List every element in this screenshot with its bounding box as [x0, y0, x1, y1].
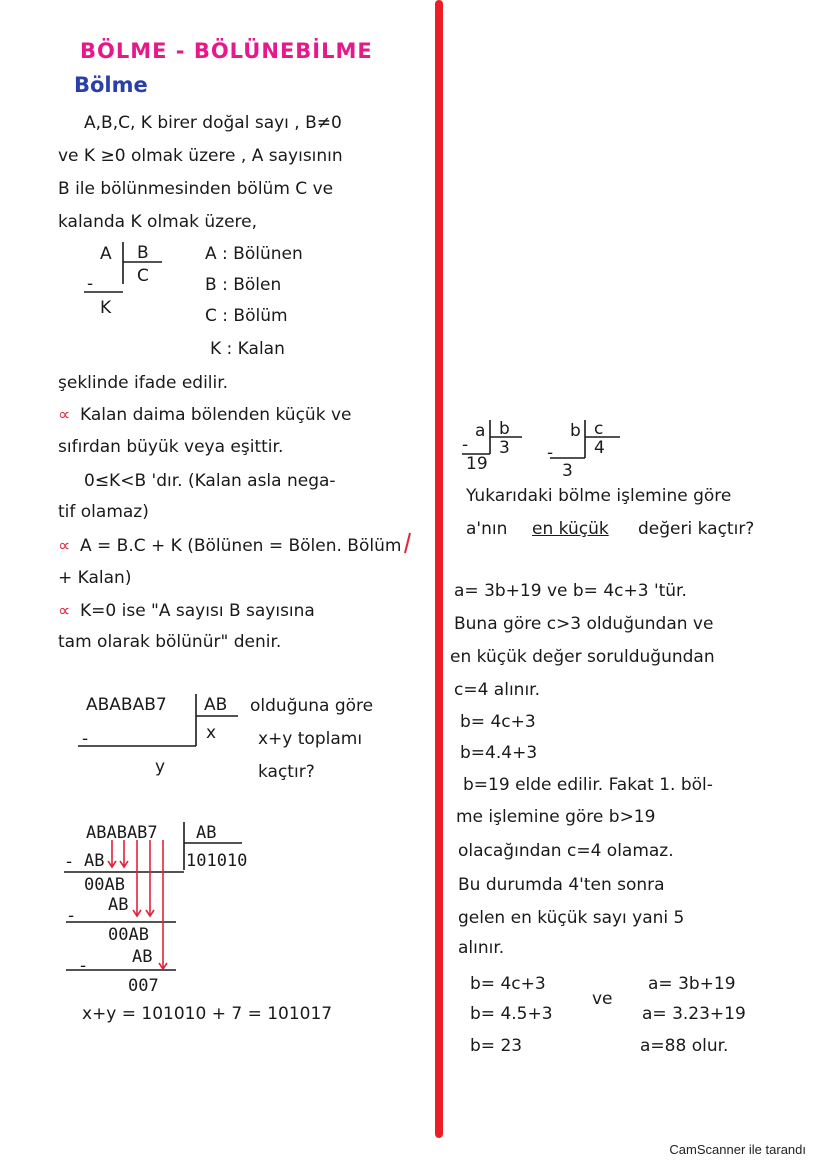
solution1-divisor: AB: [196, 823, 217, 843]
example1-remainder: y: [155, 757, 166, 777]
section-heading: Bölme: [74, 73, 148, 97]
column-divider: [435, 0, 443, 1138]
definition-item: B : Bölen: [205, 275, 282, 295]
example1-quotient: x: [206, 723, 217, 743]
example2-div2-remainder: 3: [562, 461, 573, 481]
diagram-remainder: K: [100, 298, 112, 318]
solution2-line: b=19 elde edilir. Fakat 1. böl-: [463, 775, 713, 795]
diagram-minus: -: [87, 274, 94, 294]
solution2-line: alınır.: [458, 938, 505, 958]
example2-question: değeri kaçtır?: [638, 519, 755, 539]
example2-question: a'nın: [466, 519, 508, 539]
example2-div1-quotient: 3: [499, 438, 510, 458]
solution1-step: 007: [128, 976, 159, 996]
solution2-right-line: a= 3.23+19: [642, 1004, 746, 1024]
example2-div1-remainder: 19: [466, 454, 488, 474]
solution2-left-line: b= 4c+3: [470, 974, 546, 994]
definition-item: K : Kalan: [210, 339, 285, 359]
arrow-head-icon: [159, 963, 167, 969]
example2-minus: -: [462, 435, 469, 455]
solution1-step: AB: [132, 947, 153, 967]
example1-divisor: AB: [204, 695, 228, 715]
solution1-minus: -: [80, 956, 87, 976]
rule-line: K=0 ise "A sayısı B sayısına: [80, 601, 315, 621]
solution1-step: AB: [108, 895, 129, 915]
definition-item: A : Bölünen: [205, 244, 303, 264]
example2-div2-quotient: 4: [594, 438, 605, 458]
solution1-dividend: ABABAB7: [86, 823, 158, 843]
solution2-connector: ve: [592, 989, 613, 1009]
rule-line: tif olamaz): [58, 502, 149, 522]
example1-question: x+y toplamı: [258, 729, 363, 749]
rule-line: 0≤K<B 'dır. (Kalan asla nega-: [84, 471, 336, 491]
solution2-line: gelen en küçük sayı yani 5: [458, 908, 685, 928]
rule-line: + Kalan): [58, 568, 132, 588]
solution2-right-line: a=88 olur.: [640, 1036, 729, 1056]
solution2-left-line: b= 23: [470, 1036, 523, 1056]
intro-line: ve K ≥0 olmak üzere , A sayısının: [58, 146, 343, 166]
solution1-minus: -: [68, 906, 75, 926]
intro-line: B ile bölünmesinden bölüm C ve: [58, 179, 334, 199]
solution2-line: Buna göre c>3 olduğundan ve: [454, 614, 714, 634]
bullet-icon: ∝: [58, 536, 71, 556]
solution1-step: 00AB: [108, 925, 149, 945]
rule-line: tam olarak bölünür" denir.: [58, 632, 282, 652]
arrow-head-icon: [133, 910, 141, 916]
diagram-divisor: B: [137, 243, 149, 263]
solution1-result: x+y = 101010 + 7 = 101017: [82, 1004, 333, 1024]
solution1-step: 00AB: [84, 875, 125, 895]
bullet-icon: ∝: [58, 601, 71, 621]
arrow-head-icon: [120, 861, 128, 867]
scanner-watermark: CamScanner ile tarandı: [669, 1142, 806, 1157]
example1-dividend: ABABAB7: [86, 695, 167, 715]
rule-line: sıfırdan büyük veya eşittir.: [58, 437, 284, 457]
example2-question: Yukarıdaki bölme işlemine göre: [466, 486, 732, 506]
solution1-quotient: 101010: [186, 851, 248, 871]
solution2-right-line: a= 3b+19: [648, 974, 736, 994]
example2-minus: -: [547, 443, 554, 463]
solution2-line: b=4.4+3: [460, 743, 538, 763]
solution2-line: en küçük değer sorulduğundan: [450, 647, 715, 667]
arrow-head-icon: [108, 861, 116, 867]
definition-caption: şeklinde ifade edilir.: [58, 373, 229, 393]
example2-question-emphasis: en küçük: [532, 519, 609, 539]
example2-div1-divisor: b: [499, 419, 510, 439]
intro-line: kalanda K olmak üzere,: [58, 212, 258, 232]
example1-question: kaçtır?: [258, 762, 315, 782]
solution2-line: c=4 alınır.: [454, 680, 541, 700]
page-title: BÖLME - BÖLÜNEBİLME: [80, 39, 373, 63]
solution2-line: olacağından c=4 olamaz.: [458, 841, 674, 861]
red-mark: [405, 533, 410, 553]
example1-minus: -: [82, 729, 89, 749]
diagram-quotient: C: [137, 266, 149, 286]
bullet-icon: ∝: [58, 405, 71, 425]
example1-question: olduğuna göre: [250, 696, 374, 716]
solution2-line: Bu durumda 4'ten sonra: [458, 875, 665, 895]
solution1-step: AB: [84, 851, 105, 871]
rule-line: A = B.C + K (Bölünen = Bölen. Bölüm: [80, 536, 402, 556]
solution2-left-line: b= 4.5+3: [470, 1004, 553, 1024]
intro-line: A,B,C, K birer doğal sayı , B≠0: [84, 113, 342, 133]
definition-item: C : Bölüm: [205, 306, 288, 326]
example2-div2-dividend: b: [570, 421, 581, 441]
example2-div2-divisor: c: [594, 419, 604, 439]
rule-line: Kalan daima bölenden küçük ve: [80, 405, 352, 425]
solution2-line: a= 3b+19 ve b= 4c+3 'tür.: [454, 581, 687, 601]
example2-div1-dividend: a: [475, 421, 486, 441]
diagram-dividend: A: [100, 244, 112, 264]
arrow-head-icon: [146, 910, 154, 916]
solution1-minus: -: [66, 852, 73, 872]
solution2-line: b= 4c+3: [460, 712, 536, 732]
solution2-line: me işlemine göre b>19: [456, 807, 656, 827]
